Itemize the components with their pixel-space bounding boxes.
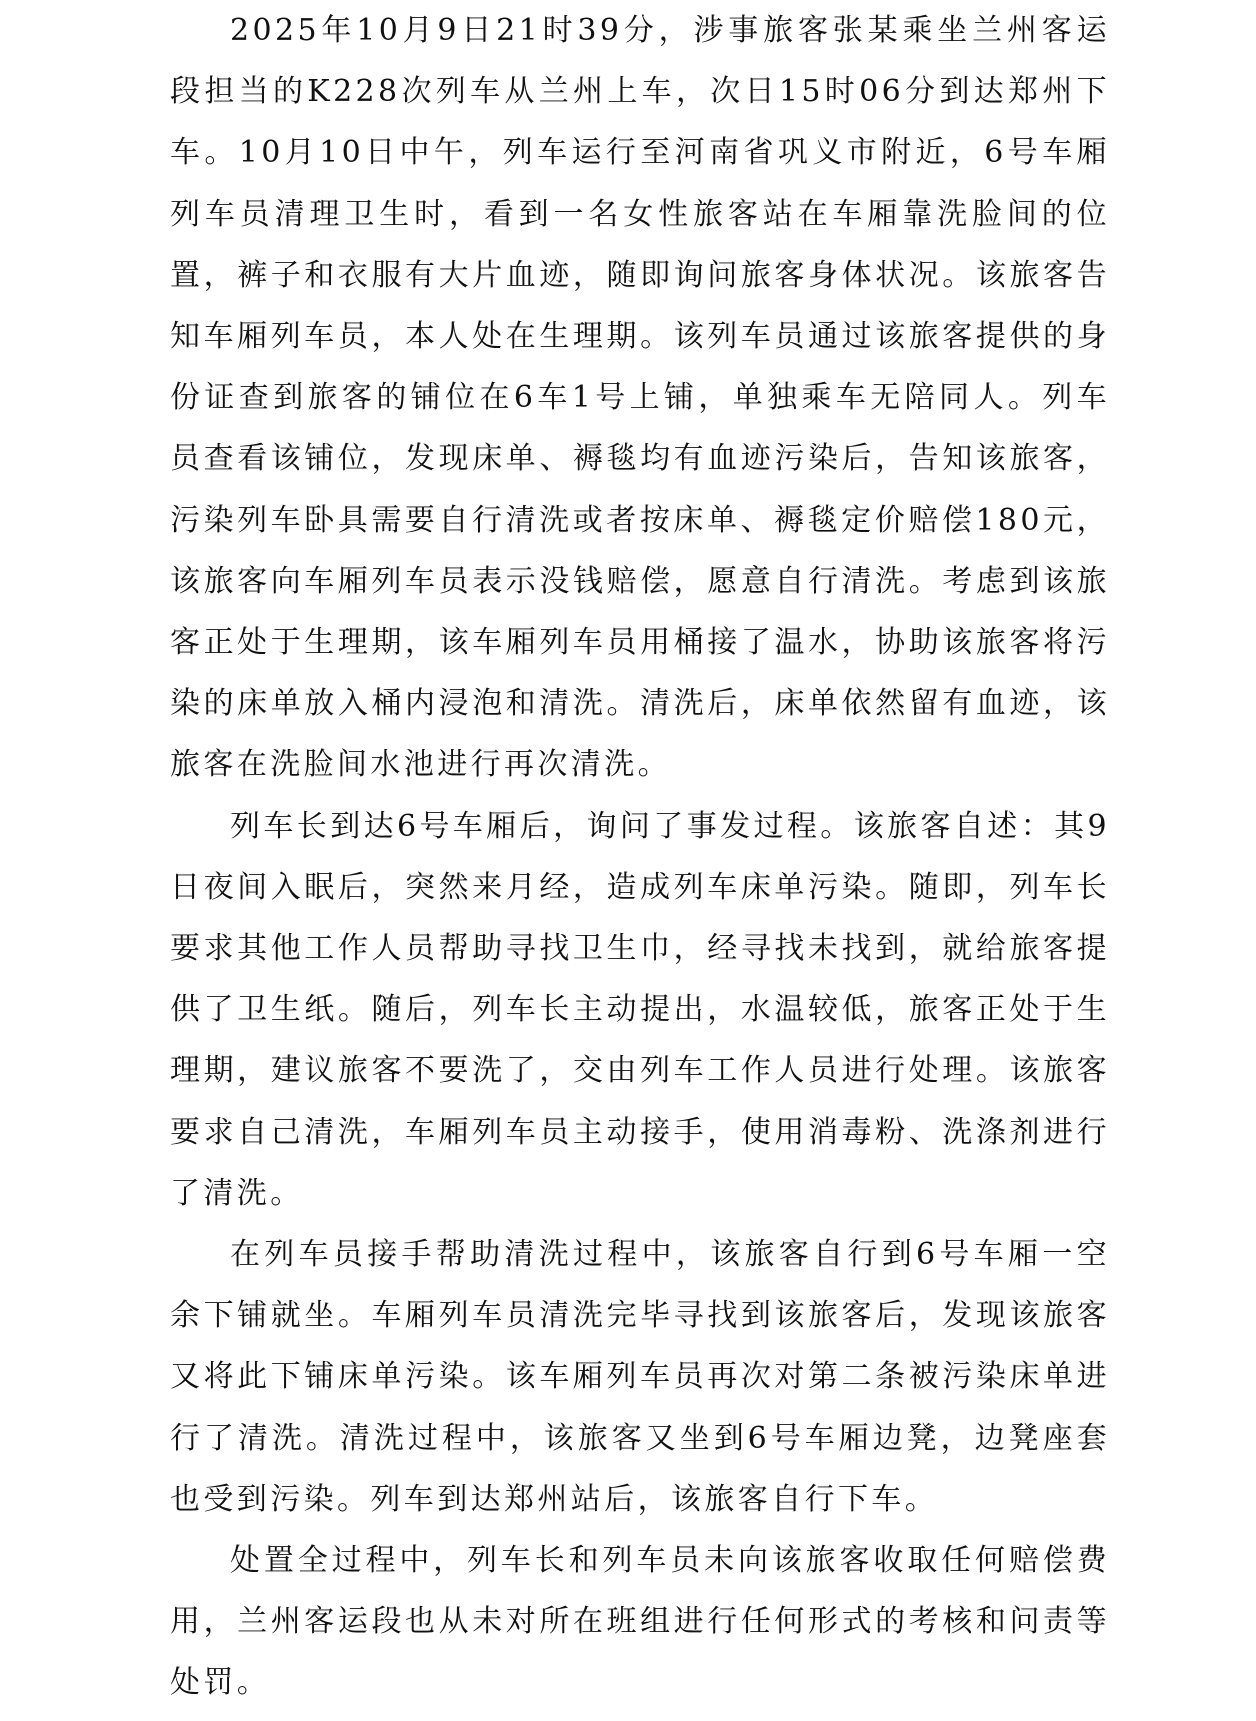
paragraph-conductor-handling: 列车长到达6号车厢后，询问了事发过程。该旅客自述：其9日夜间入眠后，突然来月经，造成列车床单污染。随即，列车长要求其他工作人员帮助寻找卫生巾，经寻找未找到，就给旅客提供了卫生纸。随后，列车长主动提出，水温较低，旅客正处于生理期，建议旅客不要洗了，交由列车工作人员进行处理。该旅客要求自己清洗，车厢列车员主动接手，使用消毒粉、洗涤剂进行了清洗。 (170, 808, 1110, 1211)
paragraph-second-contamination: 在列车员接手帮助清洗过程中，该旅客自行到6号车厢一空余下铺就坐。车厢列车员清洗完毕寻找到该旅客后，发现该旅客又将此下铺床单污染。该车厢列车员再次对第二条被污染床单进行了清洗。清洗过程中，该旅客又坐到6号车厢边凳，边凳座套也受到污染。列车到达郑州站后，该旅客自行下车。 (170, 1237, 1110, 1517)
paragraph-incident-timeline: 2025年10月9日21时39分，涉事旅客张某乘坐兰州客运段担当的K228次列车从兰州上车，次日15时06分到达郑州下车。10月10日中午，列车运行至河南省巩义市附近，6号车厢列车员清理卫生时，看到一名女性旅客站在车厢靠洗脸间的位置，裤子和衣服有大片血迹，随即询问旅客身体状况。该旅客告知车厢列车员，本人处在生理期。该列车员通过该旅客提供的身份证查到旅客的铺位在6车1号上铺，单独乘车无陪同人。列车员查看该铺位，发现床单、褥毯均有血迹污染后，告知该旅客，污染列车卧具需要自行清洗或者按床单、褥毯定价赔偿180元，该旅客向车厢列车员表示没钱赔偿，愿意自行清洗。考虑到该旅客正处于生理期，该车厢列车员用桶接了温水，协助该旅客将污染的床单放入桶内浸泡和清洗。清洗后，床单依然留有血迹，该旅客在洗脸间水池进行再次清洗。 (170, 13, 1110, 783)
paragraph-no-compensation: 处置全过程中，列车长和列车员未向该旅客收取任何赔偿费用，兰州客运段也从未对所在班组进行任何形式的考核和问责等处罚。 (170, 1543, 1110, 1701)
document-page (170, 0, 1110, 1721)
